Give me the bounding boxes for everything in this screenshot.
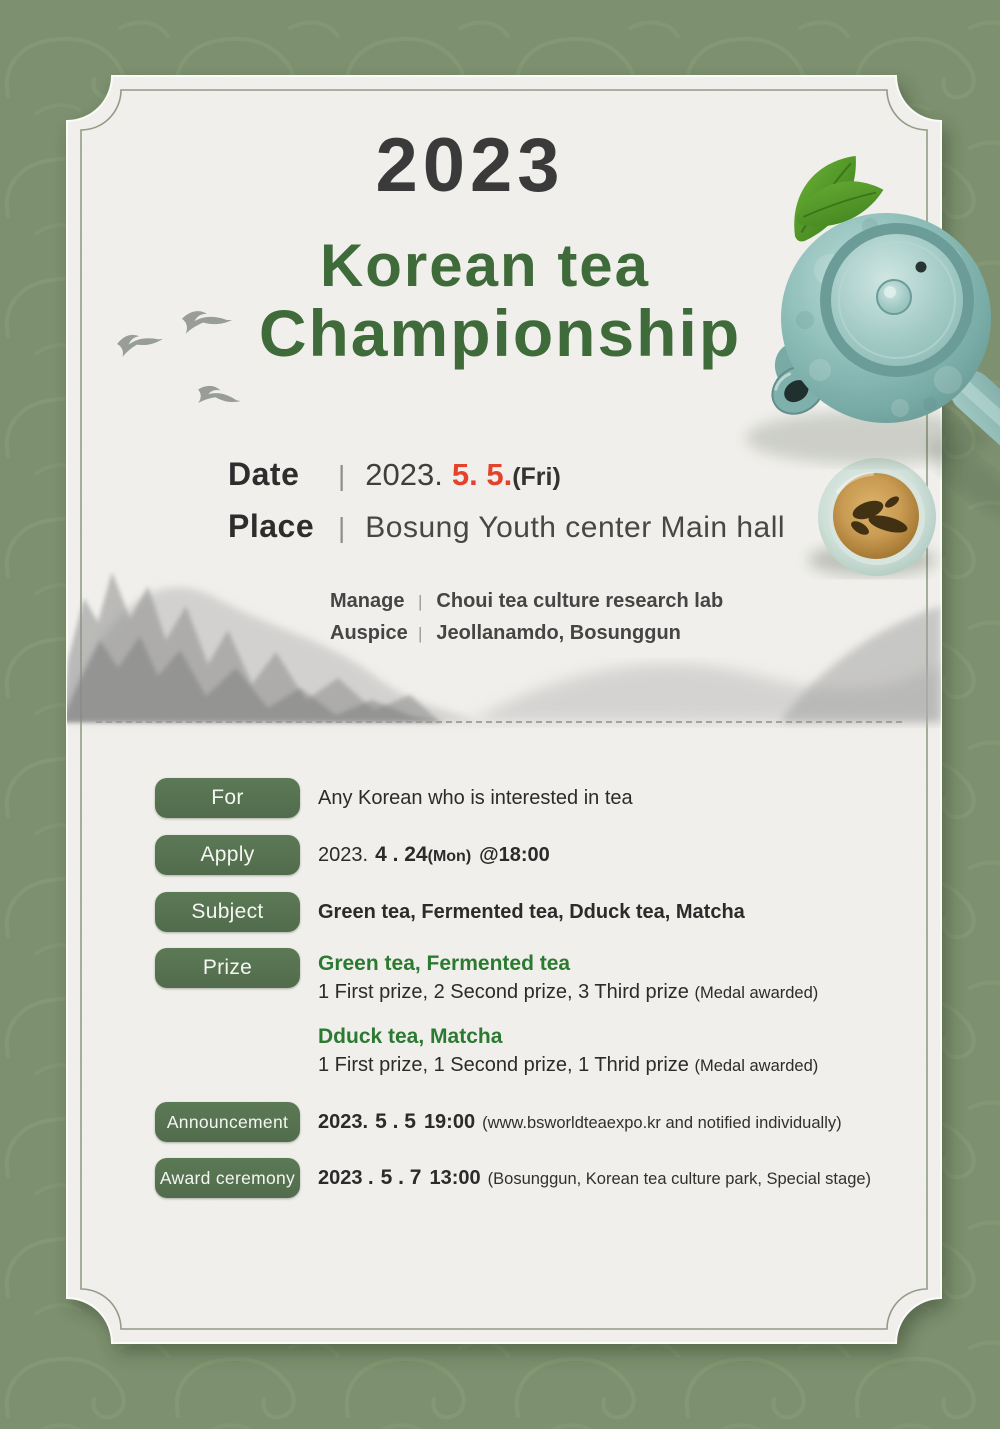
apply-pill: Apply xyxy=(155,835,300,875)
award-ceremony-pill: Award ceremony xyxy=(155,1158,300,1198)
manage-value: Choui tea culture research lab xyxy=(436,590,724,612)
poster-title-line2: Championship xyxy=(258,296,742,370)
prize-group-1-title: Green tea, Fermented tea xyxy=(318,952,571,975)
for-value: Any Korean who is interested in tea xyxy=(318,787,633,809)
place-label: Place xyxy=(228,508,315,544)
announcement-note: (www.bsworldteaexpo.kr and notified individually) xyxy=(482,1114,842,1132)
date-value-year: 2023. xyxy=(365,457,443,492)
announcement-day: 5 . 5 xyxy=(375,1110,416,1133)
auspice-row xyxy=(330,622,681,645)
auspice-label: Auspice xyxy=(330,622,408,644)
manage-label: Manage xyxy=(330,590,405,612)
place-divider: | xyxy=(338,512,346,543)
poster-year: 2023 xyxy=(375,123,565,208)
manage-divider: | xyxy=(418,592,423,611)
poster-title-line1: Korean tea xyxy=(319,232,651,299)
apply-year: 2023. xyxy=(318,844,369,866)
announcement-year: 2023. xyxy=(318,1111,369,1133)
apply-day: 4 . 24 xyxy=(375,843,428,866)
apply-value xyxy=(318,835,550,875)
place-value: Bosung Youth center Main hall xyxy=(365,511,786,544)
for-pill: For xyxy=(155,778,300,818)
prize-group-1-line xyxy=(318,978,818,1007)
prize-group-2-title: Dduck tea, Matcha xyxy=(318,1025,503,1048)
prize-details xyxy=(318,950,818,1080)
auspice-divider: | xyxy=(418,624,423,643)
prize-group-2-note: (Medal awarded) xyxy=(694,1057,819,1075)
prize-group-1-detail: 1 First prize, 2 Second prize, 3 Third prize xyxy=(318,981,689,1003)
announcement-time: 19:00 xyxy=(423,1111,476,1133)
prize-group-2-detail: 1 First prize, 1 Second prize, 1 Thrid prize xyxy=(318,1054,689,1076)
award-time: 13:00 xyxy=(429,1167,481,1189)
award-ceremony-value xyxy=(318,1158,871,1198)
award-year: 2023 . xyxy=(318,1167,374,1189)
prize-group-1-note: (Medal awarded) xyxy=(694,984,819,1002)
announcement-value xyxy=(318,1102,842,1142)
manage-row xyxy=(330,590,723,613)
apply-time: @18:00 xyxy=(479,844,550,866)
apply-weekday: (Mon) xyxy=(427,848,472,865)
date-row xyxy=(228,456,561,496)
announcement-pill: Announcement xyxy=(155,1102,300,1142)
prize-pill: Prize xyxy=(155,948,300,988)
award-day: 5 . 7 xyxy=(380,1166,422,1189)
auspice-value: Jeollanamdo, Bosunggun xyxy=(436,622,681,644)
date-value-day: 5. 5. xyxy=(451,457,513,492)
date-value-weekday: (Fri) xyxy=(512,463,561,491)
subject-pill: Subject xyxy=(155,892,300,932)
place-row xyxy=(228,508,785,548)
prize-group-2-line xyxy=(318,1051,818,1080)
award-note: (Bosunggun, Korean tea culture park, Special stage) xyxy=(487,1170,872,1188)
date-label: Date xyxy=(228,456,300,492)
date-divider: | xyxy=(338,460,346,491)
subject-value: Green tea, Fermented tea, Dduck tea, Matcha xyxy=(318,901,745,923)
